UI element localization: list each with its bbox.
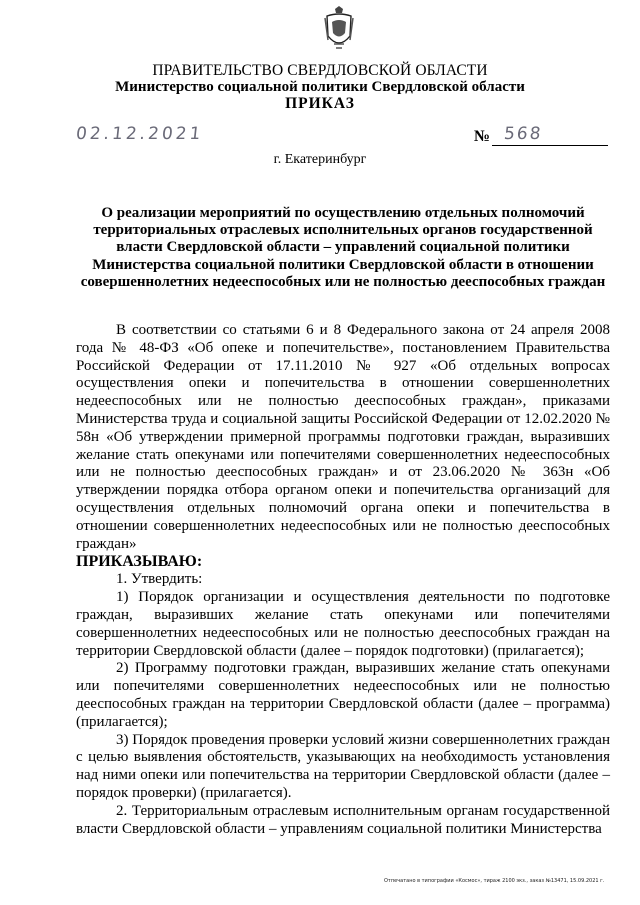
doc-type: ПРИКАЗ xyxy=(285,95,355,112)
order-word: ПРИКАЗЫВАЮ: xyxy=(76,553,203,571)
item-1-2: 2) Программу подготовки граждан, выразивших желание стать опекунами или попечителями совершеннолетних недееспособных или не полностью дееспособных граждан на территории Свердловской области (далее – программа) (прилагается); xyxy=(76,660,610,730)
order-date: 02.12.2021 xyxy=(74,124,205,144)
number-underline xyxy=(492,145,608,146)
government-title: ПРАВИТЕЛЬСТВО СВЕРДЛОВСКОЙ ОБЛАСТИ xyxy=(152,62,488,79)
order-subject: О реализации мероприятий по осуществлению отдельных полномочий территориальных отраслевых исполнительных органов государственной власти Свердловской области – управлений социальной политики Министерства социальной политики Свердловской области в отношении совершеннолетних недееспособных или не полностью дееспособных граждан xyxy=(80,205,606,290)
ministry-title: Министерство социальной политики Свердловской области xyxy=(115,79,525,95)
item-1-3: 3) Порядок проведения проверки условий жизни совершеннолетних граждан с целью выявления обстоятельств, указывающих на необходимость установления над ними опеки или попечительства на территории Свердловской области (далее – порядок проверки) (прилагается). xyxy=(76,731,610,801)
print-footer: Отпечатано в типографии «Космос», тираж 2100 экз., заказ №13471, 15.09.2021 г. xyxy=(384,878,605,884)
order-body xyxy=(76,322,610,838)
item-2: 2. Территориальным отраслевым исполнительным органам государственной власти Свердловской области – управлениям социальной политики Министерства xyxy=(76,802,610,837)
order-number: 568 xyxy=(502,124,544,144)
item-1: 1. Утвердить: xyxy=(116,571,203,588)
item-1-1: 1) Порядок организации и осуществления деятельности по подготовке граждан, выразивших желание стать опекунами или попечителями совершеннолетних недееспособных или не полностью дееспособных граждан на территории Свердловской области (далее – порядок подготовки) (прилагается); xyxy=(76,589,610,659)
preamble: В соответствии со статьями 6 и 8 Федерального закона от 24 апреля 2008 года № 48-ФЗ «Об опеке и попечительстве», постановлением Правительства Российской Федерации от 17.11.2010 № 927 «Об отдельных вопросах осуществления опеки и попечительства в отношении совершеннолетних недееспособных или не полностью дееспособных граждан», приказами Министерства труда и социальной защиты Российской Федерации от 12.02.2020 № 58н «Об утверждении примерной программы подготовки граждан, выразивших желание стать опекунами или попечителями совершеннолетних недееспособных или не полностью дееспособных граждан» и от 23.06.2020 № 363н «Об утверждении порядка отбора органом опеки и попечительства организаций для осуществления отдельных полномочий органа опеки и попечительства в отношении совершеннолетних недееспособных или не полностью дееспособных граждан» xyxy=(76,322,610,552)
number-label: № xyxy=(474,128,491,145)
city: г. Екатеринбург xyxy=(273,152,367,167)
coat-of-arms-icon xyxy=(324,6,354,52)
